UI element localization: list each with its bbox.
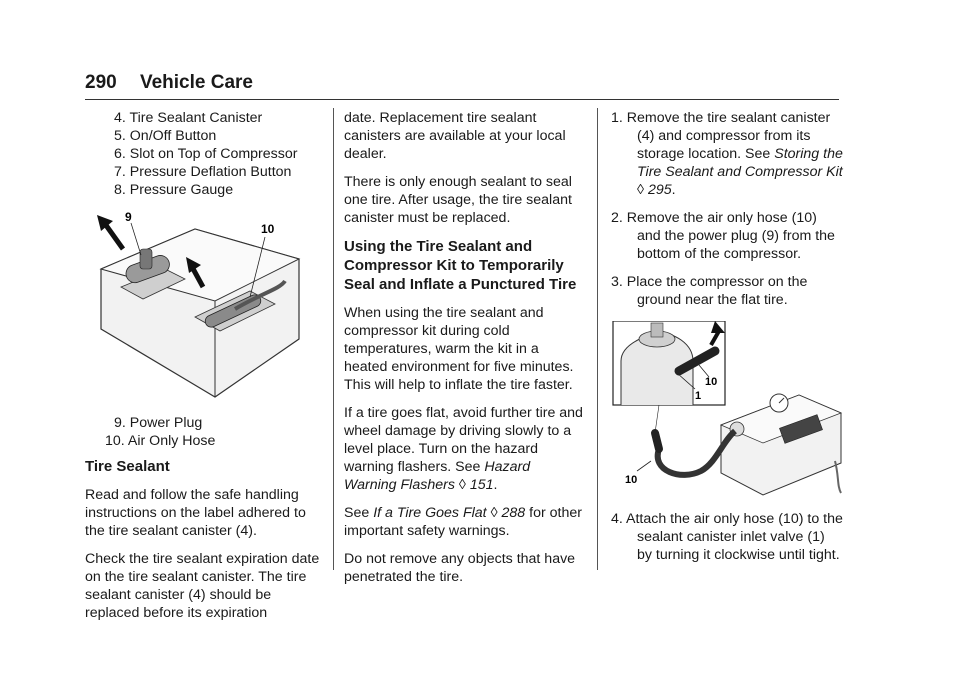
paragraph: date. Replacement tire sealant canisters are available at your local dealer. — [344, 110, 566, 162]
page-ref[interactable]: 295 — [647, 182, 672, 198]
list-item: 8. Pressure Gauge — [114, 182, 234, 198]
list-item: 6. Slot on Top of Compressor — [114, 146, 298, 162]
list-item: 9. Power Plug — [114, 415, 203, 431]
cross-reference-link[interactable]: Storing the Tire Sealant and Compressor Kit — [637, 146, 843, 180]
cross-reference-link[interactable]: If a Tire Goes Flat — [373, 505, 487, 521]
page-ref-arrow: ◊ — [458, 477, 466, 493]
page-ref[interactable]: 151 — [469, 477, 494, 493]
page-ref-arrow: ◊ — [637, 182, 645, 198]
figure-label: 10 — [261, 222, 275, 236]
list-item: 7. Pressure Deflation Button — [114, 164, 292, 180]
step: 4. Attach the air only hose (10) to the sealant canister inlet valve (1) by turning it clockwise until tight. — [611, 511, 843, 563]
figure-label: 9 — [125, 210, 132, 224]
legend-list — [85, 414, 323, 450]
page-ref-arrow: ◊ — [490, 505, 498, 521]
step: 3. Place the compressor on the ground near the flat tire. — [611, 274, 808, 308]
legend-list — [85, 109, 323, 199]
paragraph: If a tire goes flat, avoid further tire and wheel damage by driving slowly to a level place. Turn on the hazard warning flashers. See Hazard Warning Flashers ◊ 151. — [344, 405, 583, 493]
list-item: 4. Tire Sealant Canister — [114, 110, 263, 126]
step: 1. Remove the tire sealant canister (4) and compressor from its storage location. See Storing the Tire Sealant and Compressor Kit ◊ 295. — [611, 110, 843, 198]
column-divider — [597, 108, 598, 570]
figure-label: 10 — [625, 474, 638, 486]
paragraph: Read and follow the safe handling instructions on the label adhered to the tire sealant canister (4). — [85, 487, 306, 539]
column-1 — [85, 109, 323, 632]
section-heading: Tire Sealant — [85, 458, 170, 475]
list-item: 5. On/Off Button — [114, 128, 217, 144]
page-number: 290 — [85, 72, 117, 93]
page-ref[interactable]: 288 — [501, 505, 526, 521]
list-item: 10. Air Only Hose — [105, 433, 216, 449]
paragraph: See If a Tire Goes Flat ◊ 288 for other important safety warnings. — [344, 505, 582, 539]
page-title: Vehicle Care — [139, 72, 254, 93]
column-divider — [333, 108, 334, 570]
page-header — [85, 72, 253, 94]
figure-label: 10 — [705, 376, 718, 388]
step: 2. Remove the air only hose (10) and the power plug (9) from the bottom of the compressor. — [611, 210, 835, 262]
paragraph: Do not remove any objects that have penetrated the tire. — [344, 551, 576, 585]
paragraph: Check the tire sealant expiration date on the tire sealant canister. The tire sealant canister (4) should be replaced before its expiration — [85, 551, 320, 621]
paragraph: There is only enough sealant to seal one tire. After usage, the tire sealant canister must be replaced. — [344, 174, 572, 226]
header-rule — [85, 99, 839, 100]
paragraph: When using the tire sealant and compressor kit during cold temperatures, warm the kit in a heated environment for five minutes. This will help to inflate the tire faster. — [344, 305, 574, 393]
column-3 — [611, 109, 843, 574]
column-2 — [344, 109, 584, 596]
cross-reference-link[interactable]: Hazard Warning Flashers — [344, 459, 531, 493]
hose-attachment-illustration — [611, 321, 843, 496]
compressor-bottom-illustration — [85, 209, 315, 404]
figure-label: 1 — [695, 390, 702, 402]
section-heading: Using the Tire Sealant and Compressor Kit to Temporarily Seal and Inflate a Punctured Tire — [344, 238, 577, 293]
